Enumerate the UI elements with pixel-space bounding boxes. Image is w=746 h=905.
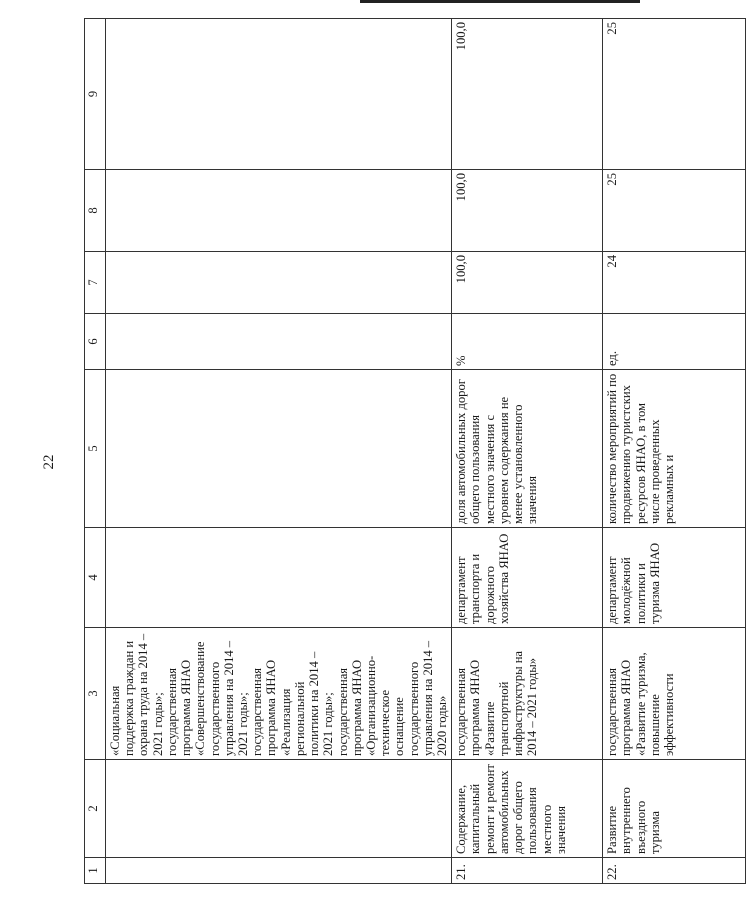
column-number: 1 <box>85 858 106 884</box>
value-col8-cell: 25 <box>603 170 746 252</box>
row-number-cell <box>106 858 452 884</box>
row-number-cell: 21. <box>452 858 603 884</box>
value-col9-cell: 25 <box>603 19 746 170</box>
document-table <box>84 18 746 884</box>
column-number: 2 <box>85 760 106 858</box>
value-col7-cell <box>106 252 452 314</box>
value-col8-cell <box>106 170 452 252</box>
value-col9-cell: 100,0 <box>452 19 603 170</box>
value-col8-cell: 100,0 <box>452 170 603 252</box>
state-program-cell: государственная программа ЯНАО «Развитие транспортной инфраструктуры на 2014 – 2021 годы» <box>452 628 603 760</box>
column-number: 4 <box>85 528 106 628</box>
executor-cell: департамент молодёжной политики и туризма ЯНАО <box>603 528 746 628</box>
column-number: 3 <box>85 628 106 760</box>
unit-cell: ед. <box>603 314 746 370</box>
state-program-cell: «Социальная поддержка граждан и охрана труда на 2014 – 2021 годы»; государственная программа ЯНАО «Совершенствование государственного управления на 2014 – 2021 годы»; государственная программа ЯНАО «Реализация региональной политики на 2014 – 2021 годы»; государственная программа ЯНАО «Организационно-техническое оснащение государственного управления на 2014 – 2020 годы» <box>106 628 452 760</box>
indicator-cell: количество мероприятий по продвижению туристских ресурсов ЯНАО, в том числе проведенных рекламных и <box>603 370 746 528</box>
executor-cell <box>106 528 452 628</box>
column-number: 8 <box>85 170 106 252</box>
direction-name-cell: Содержание, капитальный ремонт и ремонт автомобильных дорог общего пользования местного значения <box>452 760 603 858</box>
page-number: 22 <box>41 454 57 470</box>
column-number: 5 <box>85 370 106 528</box>
state-program-cell: государственная программа ЯНАО «Развитие туризма, повышение эффективности <box>603 628 746 760</box>
table-row-21 <box>452 19 603 884</box>
column-number-row <box>85 19 106 884</box>
rotated-page-content <box>84 19 677 884</box>
indicator-cell: доля автомобильных дорог общего пользования местного значения с уровнем содержания не менее установленного значения <box>452 370 603 528</box>
value-col7-cell: 24 <box>603 252 746 314</box>
indicator-cell <box>106 370 452 528</box>
column-number: 7 <box>85 252 106 314</box>
unit-cell <box>106 314 452 370</box>
column-number: 9 <box>85 19 106 170</box>
column-number: 6 <box>85 314 106 370</box>
row-number-cell: 22. <box>603 858 746 884</box>
top-edge-rule <box>360 0 640 3</box>
value-col7-cell: 100,0 <box>452 252 603 314</box>
direction-name-cell <box>106 760 452 858</box>
unit-cell: % <box>452 314 603 370</box>
executor-cell: департамент транспорта и дорожного хозяйства ЯНАО <box>452 528 603 628</box>
value-col9-cell <box>106 19 452 170</box>
table-row-22 <box>603 19 746 884</box>
table-row-continued <box>106 19 452 884</box>
direction-name-cell: Развитие внутреннего въездного туризма <box>603 760 746 858</box>
